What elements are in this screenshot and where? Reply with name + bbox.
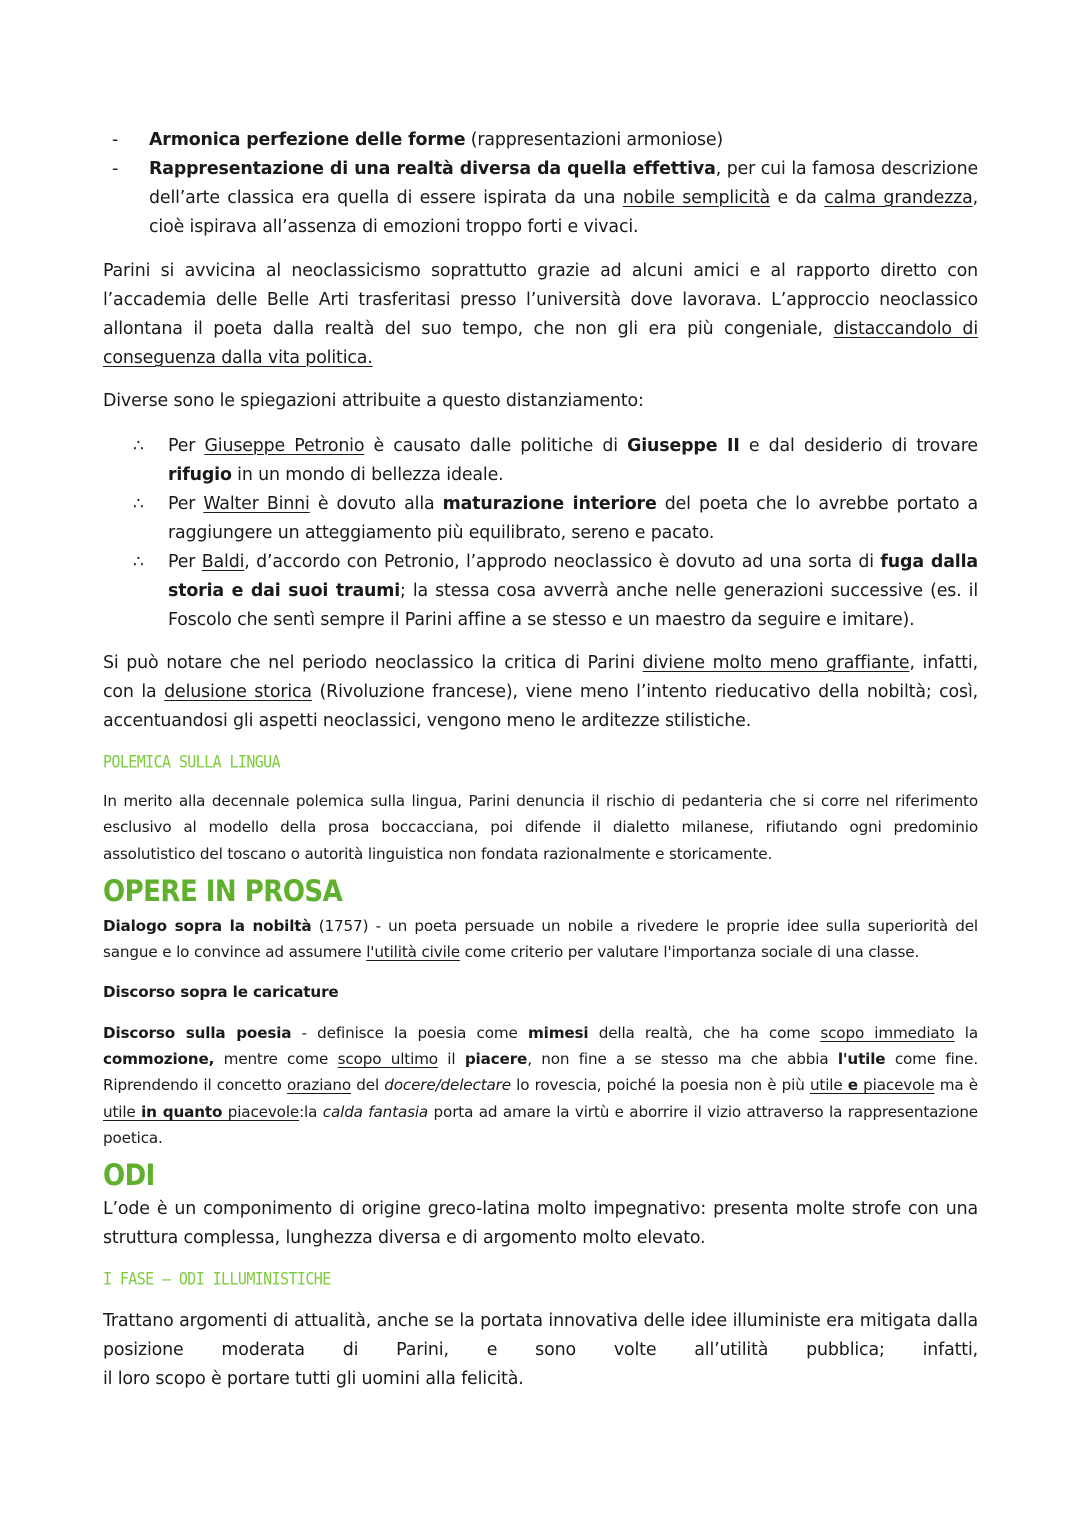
paragraph-critica: Si può notare che nel periodo neoclassico la critica di Parini diviene molto meno graffiante, infatti, con la delusione storica (Rivoluzione francese), viene meno l’intento rieducativo della nobiltà; così, accentuandosi gli aspetti neoclassici, vengono meno le arditezze stilistiche. xyxy=(103,653,979,731)
paragraph-spiegazioni: Diverse sono le spiegazioni attribuite a questo distanziamento: xyxy=(103,391,644,411)
list-item: ∴ Per Baldi, d’accordo con Petronio, l’approdo neoclassico è dovuto ad una sorta di fuga dalla storia e dai suoi traumi; la stessa cosa avverrà anche nelle generazioni successive (es. il Foscolo che sentì sempre il Parini affine a se stesso e un maestro da seguire e imitare). xyxy=(133,552,979,630)
list-item: ∴ Per Walter Binni è dovuto alla maturazione interiore del poeta che lo avrebbe portato a raggiungere un atteggiamento più equilibrato, sereno e pacato. xyxy=(133,494,978,543)
heading-opere-in-prosa: OPERE IN PROSA xyxy=(103,875,343,909)
explanations-list xyxy=(103,432,978,635)
list-item: - Armonica perfezione delle forme (rappresentazioni armoniose) xyxy=(112,130,724,150)
document-page xyxy=(103,126,978,1394)
paragraph-dialogo: Dialogo sopra la nobiltà (1757) - un poeta persuade un nobile a rivedere le proprie idee sulla superiorità del sangue e lo convince ad assumere l'utilità civile come criterio per valutare l'importanza sociale di una classe. xyxy=(103,916,978,962)
heading-odi: ODI xyxy=(103,1159,155,1194)
paragraph-parini: Parini si avvicina al neoclassicismo soprattutto grazie ad alcuni amici e al rapporto diretto con l’accademia delle Belle Arti trasferitasi presso l’università dove lavorava. L’approccio neoclassico allontana il poeta dalla realtà del suo tempo, che non gli era più congeniale, distaccandolo di conseguenza dalla vita politica. xyxy=(103,261,979,368)
list-item: - Rappresentazione di una realtà diversa da quella effettiva, per cui la famosa descrizione dell’arte classica era quella di essere ispirata da una nobile semplicità e da calma grandezza, cioè ispirava all’assenza di emozioni troppo forti e vivaci. xyxy=(112,159,978,237)
feature-list xyxy=(103,126,978,242)
paragraph-polemica: In merito alla decennale polemica sulla lingua, Parini denuncia il rischio di pedanteria che si corre nel riferimento esclusivo al modello della prosa boccacciana, poi difende il dialetto milanese, rifiutando ogni predominio assolutistico del toscano o autorità linguistica non fondata razionalmente e storicamente. xyxy=(103,792,978,863)
paragraph-odi: L’ode è un componimento di origine greco-latina molto impegnativo: presenta molte strofe con una struttura complessa, lunghezza diversa e di argomento molto elevato. xyxy=(103,1199,978,1249)
paragraph-poesia: Discorso sulla poesia - definisce la poesia come mimesi della realtà, che ha come scopo immediato la commozione, mentre come scopo ultimo il piacere, non fine a se stesso ma che abbia l'utile come fine. Riprendendo il concetto oraziano del docere/delectare lo rovescia, poiché la poesia non è più utile e piacevole ma è utile in quanto piacevole:la calda fantasia porta ad amare la virtù e aborrire il vizio attraverso la rappresentazione poetica. xyxy=(103,1023,978,1147)
heading-polemica: POLEMICA SULLA LINGUA xyxy=(103,751,281,773)
list-item: ∴ Per Giuseppe Petronio è causato dalle politiche di Giuseppe II e dal desiderio di trovare rifugio in un mondo di bellezza ideale. xyxy=(133,436,978,485)
heading-fase-illuministiche: I FASE – ODI ILLUMINISTICHE xyxy=(103,1269,331,1290)
paragraph-caricature: Discorso sopra le caricature xyxy=(103,983,339,1002)
paragraph-fase: Trattano argomenti di attualità, anche se la portata innovativa delle idee illuministe era mitigata dalla posizione moderata di Parini, e sono volte all’utilità pubblica; infatti, il loro scopo è portare tutti gli uomini alla felicità. xyxy=(103,1311,978,1390)
